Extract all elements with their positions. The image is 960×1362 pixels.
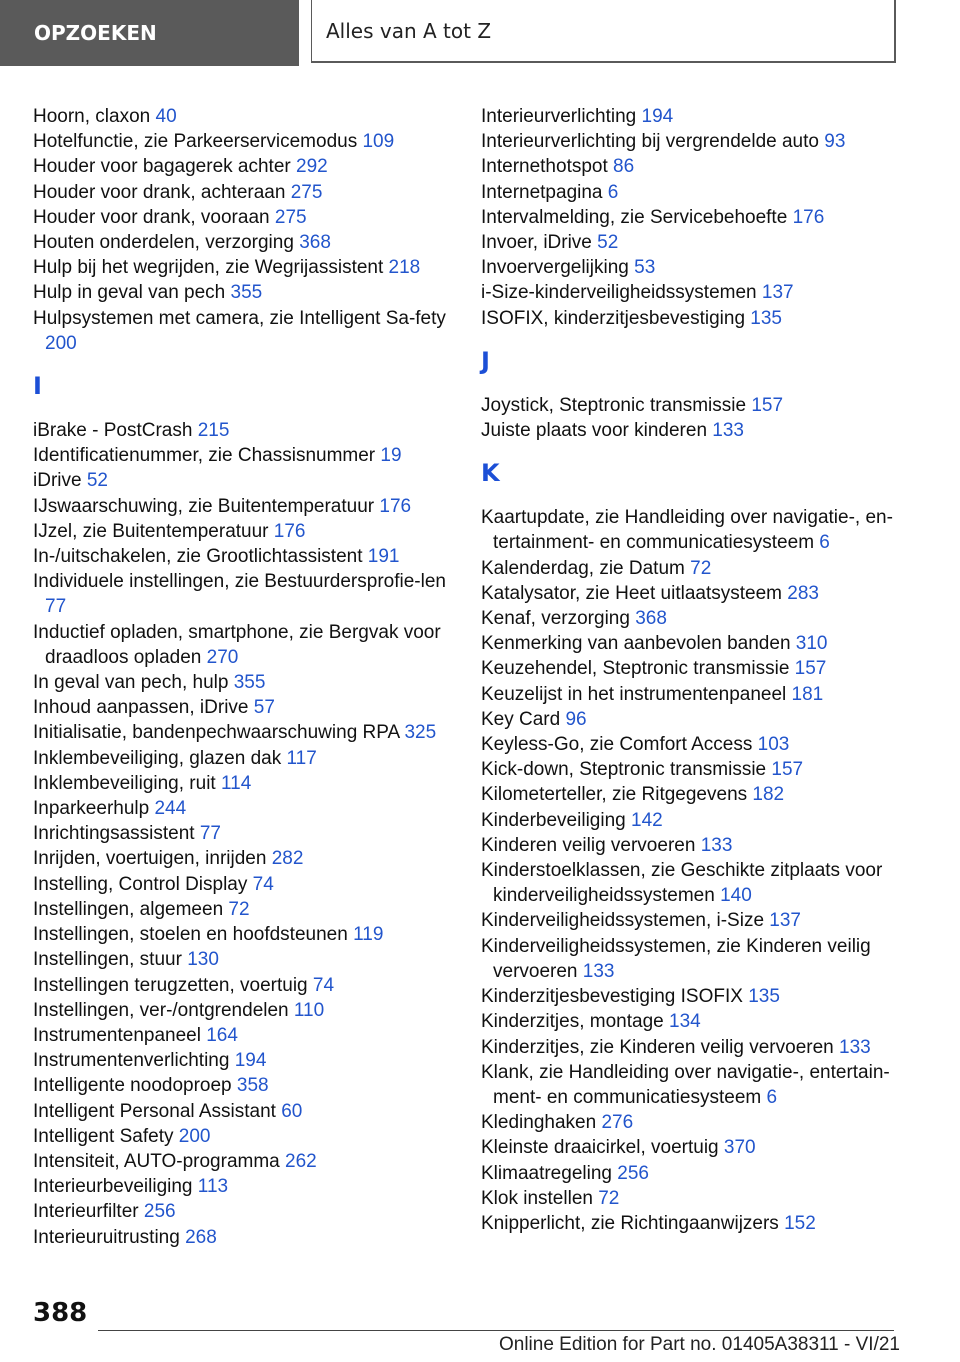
index-entry — [33, 947, 453, 972]
index-entry — [33, 205, 453, 230]
index-page-link[interactable]: 133 — [582, 960, 615, 982]
index-entry — [33, 306, 453, 356]
index-entry-text: Instellingen terugzetten, voertuig — [33, 974, 308, 996]
index-page-link[interactable]: 72 — [228, 898, 250, 920]
index-page-link[interactable]: 256 — [617, 1162, 649, 1184]
index-page-link[interactable]: 282 — [271, 848, 304, 870]
index-entry — [481, 631, 921, 656]
index-entry-text: Instellingen, ver-/ontgrendelen — [33, 999, 289, 1021]
index-page-link[interactable]: 109 — [362, 131, 395, 153]
index-entry-text: iBrake - PostCrash — [33, 420, 193, 442]
index-entry-text: Hulp bij het wegrijden, zie Wegrijassistent — [33, 257, 384, 279]
index-page-link[interactable]: 176 — [273, 520, 306, 542]
index-entry — [481, 707, 921, 732]
index-entry — [33, 418, 453, 443]
index-entry — [33, 1225, 453, 1250]
index-page-link[interactable]: 268 — [185, 1226, 217, 1248]
index-page-link[interactable]: 355 — [230, 282, 263, 304]
index-entry — [481, 418, 921, 443]
index-entry-text: Keuzelijst in het instrumentenpaneel — [481, 683, 787, 705]
index-entry — [481, 1060, 921, 1110]
index-page-link[interactable]: 135 — [750, 307, 782, 329]
index-page-link[interactable]: 60 — [281, 1100, 303, 1122]
index-entry — [481, 682, 921, 707]
index-page-link[interactable]: 157 — [751, 394, 784, 416]
index-entry — [481, 984, 921, 1009]
index-entry-text: Instrumentenpaneel — [33, 1024, 201, 1046]
index-entry-text: Joystick, Steptronic transmissie — [481, 394, 747, 416]
index-page-link[interactable]: 368 — [635, 608, 667, 630]
index-page-link[interactable]: 194 — [234, 1050, 267, 1072]
index-entry-text: Interieurverlichting bij vergrendelde auto — [481, 131, 819, 153]
index-entry — [33, 255, 453, 280]
index-entry — [33, 104, 453, 129]
index-page-link[interactable]: 133 — [712, 420, 744, 442]
index-page-link[interactable]: 74 — [312, 974, 335, 996]
index-entry-text: Kenaf, verzorging — [481, 608, 630, 630]
index-entry — [481, 505, 921, 555]
index-entry-text: Klok instellen — [481, 1187, 593, 1209]
index-entry — [33, 544, 453, 569]
index-page-link[interactable]: 358 — [236, 1075, 269, 1097]
index-entry-text: Internethotspot — [481, 156, 608, 178]
index-entry — [33, 821, 453, 846]
index-page-link[interactable]: 176 — [792, 206, 825, 228]
index-entry — [481, 280, 921, 305]
index-page-link[interactable]: 275 — [274, 206, 307, 228]
index-page-link[interactable]: 137 — [769, 910, 801, 932]
index-page-link[interactable]: 72 — [690, 557, 712, 579]
index-entry — [481, 732, 921, 757]
index-page-link[interactable]: 110 — [293, 999, 325, 1021]
index-entry — [481, 934, 921, 984]
index-entry — [481, 180, 921, 205]
index-entry — [33, 1048, 453, 1073]
index-page-link[interactable]: 77 — [199, 823, 221, 845]
index-entry — [33, 1174, 453, 1199]
index-entry — [481, 908, 921, 933]
index-page-link[interactable]: 256 — [143, 1201, 176, 1223]
index-entry — [481, 255, 921, 280]
index-page-link[interactable]: 133 — [839, 1036, 871, 1058]
index-entry-text: Instellingen, algemeen — [33, 898, 224, 920]
section-tab — [0, 0, 299, 66]
index-entry — [33, 1023, 453, 1048]
index-entry-text: Intelligente noodoproep — [33, 1075, 232, 1097]
index-entry-text: Kinderveiligheidssystemen, i-Size — [481, 910, 765, 932]
index-entry-text: Interieuruitrusting — [33, 1226, 180, 1248]
index-page-link[interactable]: 276 — [601, 1112, 634, 1134]
index-page-link[interactable]: 57 — [253, 697, 275, 719]
index-entry — [481, 858, 921, 908]
index-entry — [481, 1110, 921, 1135]
index-entry — [481, 1161, 921, 1186]
index-page-link[interactable]: 77 — [45, 596, 67, 618]
index-entry — [33, 569, 453, 619]
index-page-link[interactable]: 218 — [388, 257, 421, 279]
index-page-link[interactable]: 93 — [824, 131, 846, 153]
index-entry — [481, 782, 921, 807]
index-entry — [33, 180, 453, 205]
index-entry — [33, 280, 453, 305]
index-entry-text: Houder voor drank, achteraan — [33, 181, 286, 203]
index-entry — [481, 581, 921, 606]
index-entry — [481, 154, 921, 179]
page-number: 388 — [33, 1298, 88, 1328]
index-page-link[interactable]: 96 — [565, 708, 587, 730]
index-entry-text: IJswaarschuwing, zie Buitentemperatuur — [33, 495, 375, 517]
index-page-link[interactable]: 262 — [285, 1150, 317, 1172]
index-entry — [33, 998, 453, 1023]
index-entry — [33, 746, 453, 771]
index-page-link[interactable]: 292 — [296, 156, 328, 178]
index-entry-text: Identificatienummer, zie Chassisnummer — [33, 445, 376, 467]
index-entry — [33, 846, 453, 871]
section-title: OPZOEKEN — [34, 21, 157, 45]
index-page-link[interactable]: 275 — [290, 181, 323, 203]
index-entry-text: Inklembeveiliging, glazen dak — [33, 747, 282, 769]
index-entry-text: Hotelfunctie, zie Parkeerservicemodus — [33, 131, 358, 153]
index-entry — [481, 833, 921, 858]
index-page-link[interactable]: 6 — [607, 181, 619, 203]
index-page-link[interactable]: 152 — [784, 1212, 816, 1234]
index-entry-text: Kinderstoelklassen, zie Geschikte zitplaats voor kinderveiligheidssystemen — [481, 860, 883, 907]
index-page-link[interactable]: 200 — [178, 1125, 211, 1147]
index-page-link[interactable]: 355 — [233, 672, 266, 694]
index-page-link[interactable]: 182 — [752, 784, 785, 806]
index-page-link[interactable]: 114 — [220, 772, 252, 794]
index-entry-text: iDrive — [33, 470, 82, 492]
index-page-link[interactable]: 191 — [367, 546, 400, 568]
index-entry-text: Kilometerteller, zie Ritgegevens — [481, 784, 748, 806]
index-entry-text: Keyless-Go, zie Comfort Access — [481, 734, 753, 756]
index-page-link[interactable]: 134 — [669, 1011, 701, 1033]
index-letter-heading: I — [33, 372, 42, 401]
index-entry-text: Inparkeerhulp — [33, 798, 150, 820]
index-column-left — [33, 104, 453, 1250]
index-entry — [481, 393, 921, 418]
index-entry-text: Interieurfilter — [33, 1201, 139, 1223]
index-entry-text: i-Size-kinderveiligheidssystemen — [481, 282, 757, 304]
index-entry-text: In geval van pech, hulp — [33, 672, 229, 694]
chapter-title: Alles van A tot Z — [326, 18, 492, 43]
index-entry — [481, 1009, 921, 1034]
index-page-link[interactable]: 194 — [641, 106, 674, 127]
index-entry-text: Intervalmelding, zie Servicebehoefte — [481, 206, 788, 228]
index-entry — [481, 1211, 921, 1236]
index-entry-text: Houder voor bagagerek achter — [33, 156, 291, 178]
index-entry — [33, 922, 453, 947]
index-entry — [481, 1186, 921, 1211]
edition-note: Online Edition for Part no. 01405A38311 - VI/21 — [498, 1334, 900, 1355]
index-entry — [33, 1199, 453, 1224]
index-entry — [33, 230, 453, 255]
index-entry — [33, 1099, 453, 1124]
index-page-link[interactable]: 157 — [771, 759, 804, 781]
index-page-link[interactable]: 6 — [766, 1086, 778, 1108]
index-entry-text: Inrichtingsassistent — [33, 823, 195, 845]
index-entry — [33, 670, 453, 695]
index-entry — [481, 306, 921, 331]
index-page-link[interactable]: 157 — [794, 658, 827, 680]
index-page-link[interactable]: 270 — [206, 646, 239, 668]
index-entry — [33, 897, 453, 922]
index-entry-text: Kaartupdate, zie Handleiding over navigatie-, en-tertainment- en communicatiesysteem — [481, 507, 893, 554]
index-entry — [33, 872, 453, 897]
index-entry — [33, 519, 453, 544]
index-entry-text: Inhoud aanpassen, iDrive — [33, 697, 249, 719]
index-entry-text: Intelligent Personal Assistant — [33, 1100, 276, 1122]
index-entry-text: Kinderzitjesbevestiging ISOFIX — [481, 986, 743, 1008]
index-entry — [33, 973, 453, 998]
index-entry-text: Kinderveiligheidssystemen, zie Kinderen veilig vervoeren — [481, 935, 871, 982]
index-entry — [33, 1149, 453, 1174]
index-entry — [481, 656, 921, 681]
index-page-link[interactable]: 113 — [197, 1176, 229, 1198]
index-entry-text: Kledinghaken — [481, 1112, 597, 1134]
index-entry-text: Kenmerking van aanbevolen banden — [481, 633, 791, 655]
index-entry-text: Hoorn, claxon — [33, 106, 151, 127]
index-entry-text: Inductief opladen, smartphone, zie Bergvak voor draadloos opladen — [33, 621, 441, 668]
index-entry — [33, 468, 453, 493]
index-entry-text: Intensiteit, AUTO-programma — [33, 1150, 280, 1172]
index-entry — [481, 129, 921, 154]
index-entry — [481, 606, 921, 631]
index-page-link[interactable]: 140 — [720, 885, 752, 907]
index-entry-text: Interieurverlichting — [481, 106, 637, 127]
index-entry — [481, 556, 921, 581]
index-page-link[interactable]: 142 — [631, 809, 663, 831]
index-page-link[interactable]: 52 — [597, 232, 619, 254]
index-page-link[interactable]: 283 — [787, 582, 819, 604]
index-entry-text: Kinderzitjes, zie Kinderen veilig vervoeren — [481, 1036, 834, 1058]
index-entry — [481, 1135, 921, 1160]
index-page-link[interactable]: 244 — [154, 798, 187, 820]
index-entry — [481, 104, 921, 129]
index-entry — [33, 1073, 453, 1098]
index-entry-text: Invoer, iDrive — [481, 232, 592, 254]
index-entry-text: IJzel, zie Buitentemperatuur — [33, 520, 269, 542]
index-entry-text: Hulp in geval van pech — [33, 282, 226, 304]
index-entry-text: Klank, zie Handleiding over navigatie-, entertain-ment- en communicatiesysteem — [481, 1061, 890, 1108]
index-entry-text: Klimaatregeling — [481, 1162, 612, 1184]
index-page-link[interactable]: 119 — [353, 924, 384, 946]
index-page-link[interactable]: 310 — [795, 633, 828, 655]
index-page-link[interactable]: 6 — [819, 532, 830, 554]
index-column-right — [481, 104, 921, 1236]
index-entry-text: Invoervergelijking — [481, 257, 629, 279]
index-entry — [33, 154, 453, 179]
index-letter-heading: J — [481, 346, 490, 375]
index-entry — [33, 1124, 453, 1149]
index-page-link[interactable]: 130 — [187, 949, 219, 971]
index-page-link[interactable]: 164 — [206, 1024, 238, 1046]
index-page-link[interactable]: 181 — [791, 683, 824, 705]
footer-divider — [98, 1330, 894, 1331]
index-entry-text: Instrumentenverlichting — [33, 1050, 230, 1072]
index-entry-text: Kinderen veilig vervoeren — [481, 834, 696, 856]
index-entry — [481, 757, 921, 782]
index-entry — [481, 808, 921, 833]
index-page-link[interactable]: 176 — [379, 495, 412, 517]
index-entry-text: Keuzehendel, Steptronic transmissie — [481, 658, 790, 680]
index-entry — [33, 796, 453, 821]
index-entry-text: Inklembeveiliging, ruit — [33, 772, 216, 794]
index-page-link[interactable]: 133 — [700, 834, 733, 856]
index-page-link[interactable]: 19 — [380, 445, 402, 467]
index-entry — [33, 695, 453, 720]
index-entry-text: Juiste plaats voor kinderen — [481, 420, 708, 442]
index-page-link[interactable]: 40 — [155, 106, 177, 127]
index-entry — [33, 443, 453, 468]
index-page-link[interactable]: 200 — [45, 332, 77, 354]
index-page-link[interactable]: 72 — [598, 1187, 620, 1209]
index-page-link[interactable]: 325 — [404, 722, 437, 744]
index-entry — [33, 720, 453, 745]
index-page-link[interactable]: 137 — [761, 282, 794, 304]
index-page-link[interactable]: 215 — [197, 420, 230, 442]
index-entry-text: Instelling, Control Display — [33, 873, 248, 895]
index-page-link[interactable]: 53 — [634, 257, 656, 279]
index-entry — [481, 1035, 921, 1060]
index-letter-heading: K — [481, 459, 500, 488]
index-page-link[interactable]: 368 — [299, 232, 331, 254]
index-entry — [33, 494, 453, 519]
index-entry-text: In-/uitschakelen, zie Grootlichtassistent — [33, 546, 363, 568]
index-entry-text: Knipperlicht, zie Richtingaanwijzers — [481, 1212, 779, 1234]
index-entry-text: Instellingen, stoelen en hoofdsteunen — [33, 924, 348, 946]
index-entry — [481, 205, 921, 230]
index-entry-text: Inrijden, voertuigen, inrijden — [33, 848, 267, 870]
index-page-link[interactable]: 135 — [748, 986, 780, 1008]
index-entry-text: Key Card — [481, 708, 561, 730]
index-entry-text: Initialisatie, bandenpechwaarschuwing RPA — [33, 722, 400, 744]
index-entry-text: ISOFIX, kinderzitjesbevestiging — [481, 307, 746, 329]
index-entry — [33, 771, 453, 796]
index-entry — [481, 230, 921, 255]
index-entry — [33, 129, 453, 154]
index-entry-text: Kleinste draaicirkel, voertuig — [481, 1137, 719, 1159]
index-entry-text: Hulpsystemen met camera, zie Intelligent Sa-fety — [33, 307, 446, 329]
index-page-link[interactable]: 52 — [86, 470, 108, 492]
index-entry-text: Kick-down, Steptronic transmissie — [481, 759, 767, 781]
index-page-link[interactable]: 370 — [723, 1137, 756, 1159]
index-entry-text: Kalenderdag, zie Datum — [481, 557, 685, 579]
index-entry-text: Instellingen, stuur — [33, 949, 182, 971]
index-entry-text: Kinderbeveiliging — [481, 809, 626, 831]
index-entry-text: Internetpagina — [481, 181, 603, 203]
index-page-link[interactable]: 117 — [286, 747, 317, 769]
index-entry-text: Houten onderdelen, verzorging — [33, 232, 294, 254]
index-page-link[interactable]: 74 — [252, 873, 274, 895]
index-entry-text: Houder voor drank, vooraan — [33, 206, 270, 228]
index-entry-text: Interieurbeveiliging — [33, 1176, 193, 1198]
index-entry-text: Intelligent Safety — [33, 1125, 174, 1147]
index-entry-text: Katalysator, zie Heet uitlaatsysteem — [481, 582, 782, 604]
index-page-link[interactable]: 86 — [613, 156, 635, 178]
index-entry-text: Kinderzitjes, montage — [481, 1011, 664, 1033]
index-page-link[interactable]: 103 — [757, 734, 790, 756]
index-entry-text: Individuele instellingen, zie Bestuurdersprofie-len — [33, 571, 446, 593]
index-entry — [33, 620, 453, 670]
chapter-header — [311, 0, 896, 63]
